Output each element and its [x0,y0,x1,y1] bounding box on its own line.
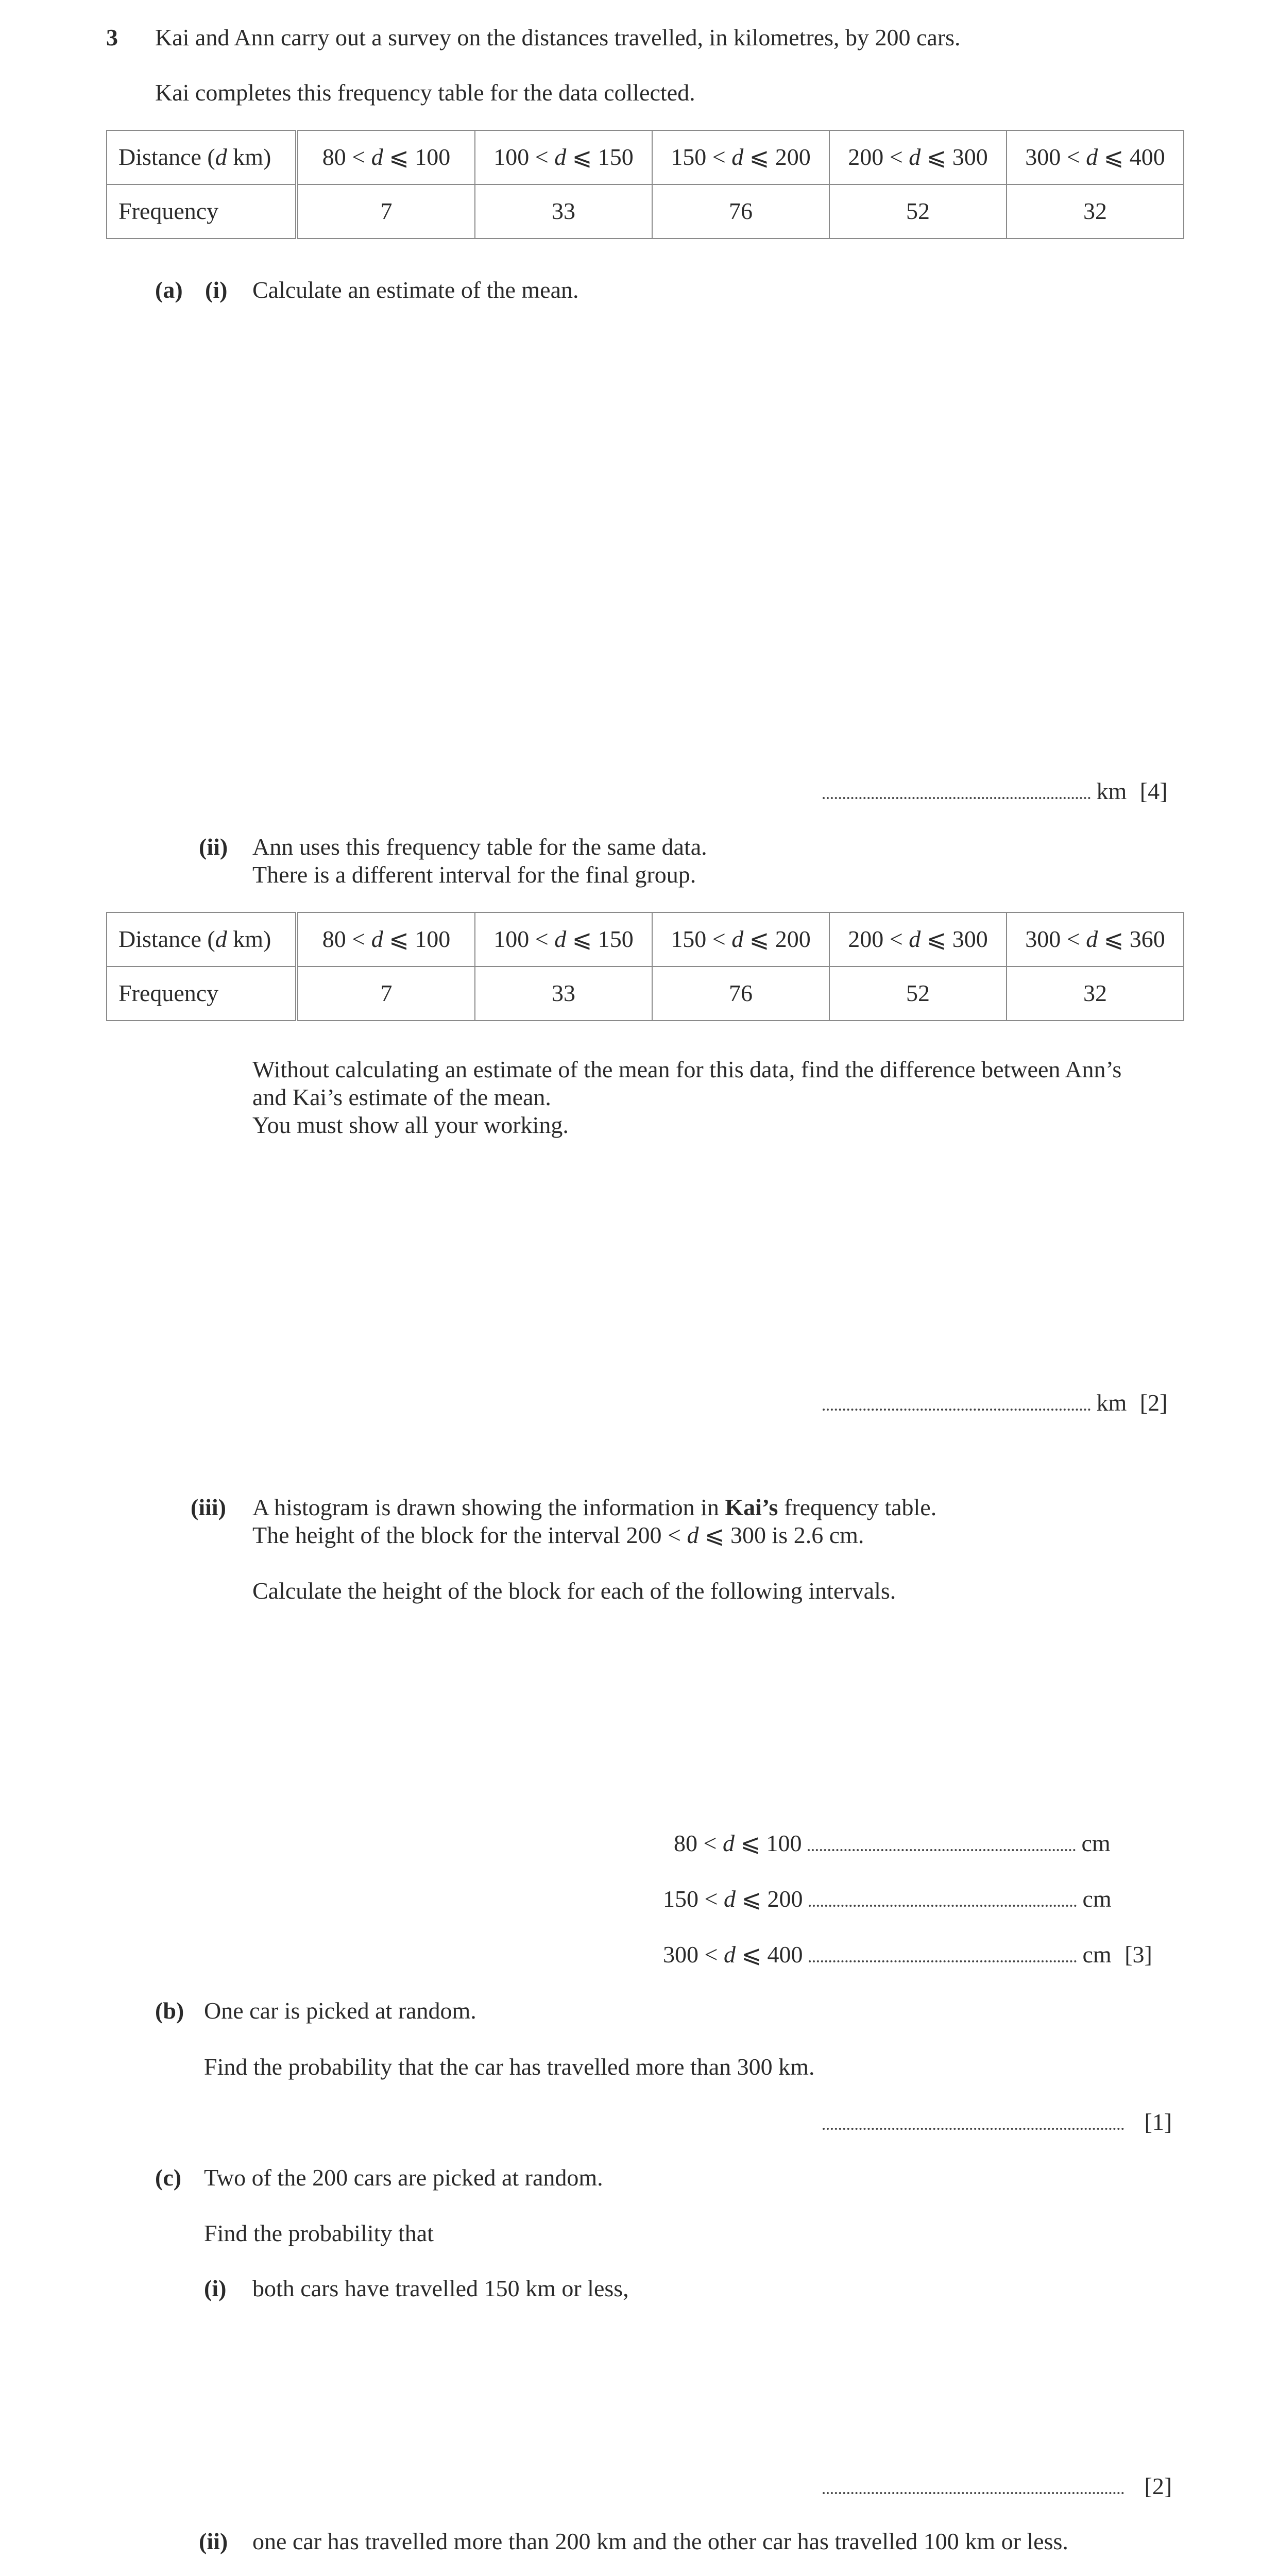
table-cell-frequency: 76 [652,184,829,239]
table-header-frequency: Frequency [107,184,297,239]
part-a-ii-label: (ii) [199,834,228,860]
answer-line-a-iii-150-200[interactable] [663,1886,1112,1913]
answer-dots[interactable] [823,2112,1124,2130]
part-c-label: (c) [155,2164,182,2191]
part-a-iii-text-1: A histogram is drawn showing the information in Kai’s frequency table. [252,1494,937,1520]
question-intro: Kai and Ann carry out a survey on the distances travelled, in kilometres, by 200 cars. [155,24,961,50]
part-a-ii-followup-1: Without calculating an estimate of the mean for this data, find the difference between Ann’s [252,1056,1122,1082]
table-cell-frequency: 33 [475,967,652,1021]
interval-label: 80 < d ⩽ 100 [674,1830,802,1856]
table-cell-interval: 300 < d ⩽ 400 [1007,130,1184,184]
table-cell-frequency: 7 [297,967,475,1021]
part-c-i-question: both cars have travelled 150 km or less, [252,2275,629,2301]
answer-line-b[interactable] [823,2109,1172,2136]
answer-line-a-iii-300-400[interactable] [663,1941,1152,1969]
part-a-iii-text-2: The height of the block for the interval 200 < d ⩽ 300 is 2.6 cm. [252,1522,864,1548]
kai-table-intro: Kai completes this frequency table for the data collected. [155,79,695,106]
table-cell-frequency: 32 [1007,967,1184,1021]
part-a-ii-text-2: There is a different interval for the final group. [252,861,696,888]
table-header-distance: Distance (d km) [107,912,297,967]
marks: [1] [1144,2109,1172,2135]
answer-dots[interactable] [823,2477,1124,2494]
table-row-distance [107,130,1184,184]
table-row-distance [107,912,1184,967]
unit-cm: cm [1082,1941,1112,1968]
part-b-text-1: One car is picked at random. [204,1997,476,2024]
table-cell-interval: 150 < d ⩽ 200 [652,130,829,184]
table-cell-interval: 150 < d ⩽ 200 [652,912,829,967]
interval-label: 300 < d ⩽ 400 [663,1941,803,1968]
table-cell-interval: 300 < d ⩽ 360 [1007,912,1184,967]
table-cell-frequency: 52 [829,967,1007,1021]
part-c-text-2: Find the probability that [204,2220,434,2246]
answer-line-a-ii[interactable] [823,1389,1167,1417]
part-c-i-label: (i) [204,2275,227,2301]
answer-line-c-i[interactable] [823,2473,1172,2500]
answer-dots[interactable] [809,1889,1077,1907]
answer-dots[interactable] [823,1393,1090,1411]
question-number: 3 [106,24,118,50]
part-b-text-2: Find the probability that the car has travelled more than 300 km. [204,2054,815,2080]
part-a-iii-text-3: Calculate the height of the block for each of the following intervals. [252,1578,896,1604]
part-b-label: (b) [155,1997,184,2024]
table-header-frequency: Frequency [107,967,297,1021]
marks: [3] [1124,1941,1152,1968]
unit-cm: cm [1082,1886,1112,1912]
answer-dots[interactable] [808,1834,1076,1851]
table-row-frequency [107,184,1184,239]
marks: [2] [1139,1389,1168,1416]
table-cell-frequency: 33 [475,184,652,239]
table-cell-frequency: 7 [297,184,475,239]
table-header-distance: Distance (d km) [107,130,297,184]
marks: [2] [1144,2473,1172,2499]
answer-line-a-iii-80-100[interactable] [674,1830,1111,1857]
part-a-i-label: (i) [205,277,228,303]
part-c-ii-question: one car has travelled more than 200 km and the other car has travelled 100 km or less. [252,2528,1068,2554]
marks: [4] [1139,778,1168,804]
table-row-frequency [107,967,1184,1021]
table-cell-interval: 100 < d ⩽ 150 [475,130,652,184]
table-cell-interval: 200 < d ⩽ 300 [829,912,1007,967]
table-cell-frequency: 32 [1007,184,1184,239]
table-cell-frequency: 76 [652,967,829,1021]
part-a-label: (a) [155,277,183,303]
table-cell-interval: 200 < d ⩽ 300 [829,130,1007,184]
part-a-iii-label: (iii) [191,1494,226,1520]
answer-dots[interactable] [809,1945,1077,1962]
part-c-text-1: Two of the 200 cars are picked at random. [204,2164,603,2191]
unit-km: km [1096,1389,1127,1416]
part-c-ii-label: (ii) [199,2528,228,2554]
table-cell-frequency: 52 [829,184,1007,239]
answer-line-a-i[interactable] [823,778,1167,805]
answer-dots[interactable] [823,782,1090,799]
part-a-i-question: Calculate an estimate of the mean. [252,277,579,303]
part-a-ii-text-1: Ann uses this frequency table for the same data. [252,834,707,860]
kai-frequency-table [106,130,1184,239]
part-a-ii-followup-3: You must show all your working. [252,1112,569,1138]
table-cell-interval: 100 < d ⩽ 150 [475,912,652,967]
interval-label: 150 < d ⩽ 200 [663,1886,803,1912]
unit-cm: cm [1081,1830,1111,1856]
part-a-ii-followup-2: and Kai’s estimate of the mean. [252,1084,551,1110]
unit-km: km [1096,778,1127,804]
ann-frequency-table [106,912,1184,1021]
table-cell-interval: 80 < d ⩽ 100 [297,130,475,184]
table-cell-interval: 80 < d ⩽ 100 [297,912,475,967]
